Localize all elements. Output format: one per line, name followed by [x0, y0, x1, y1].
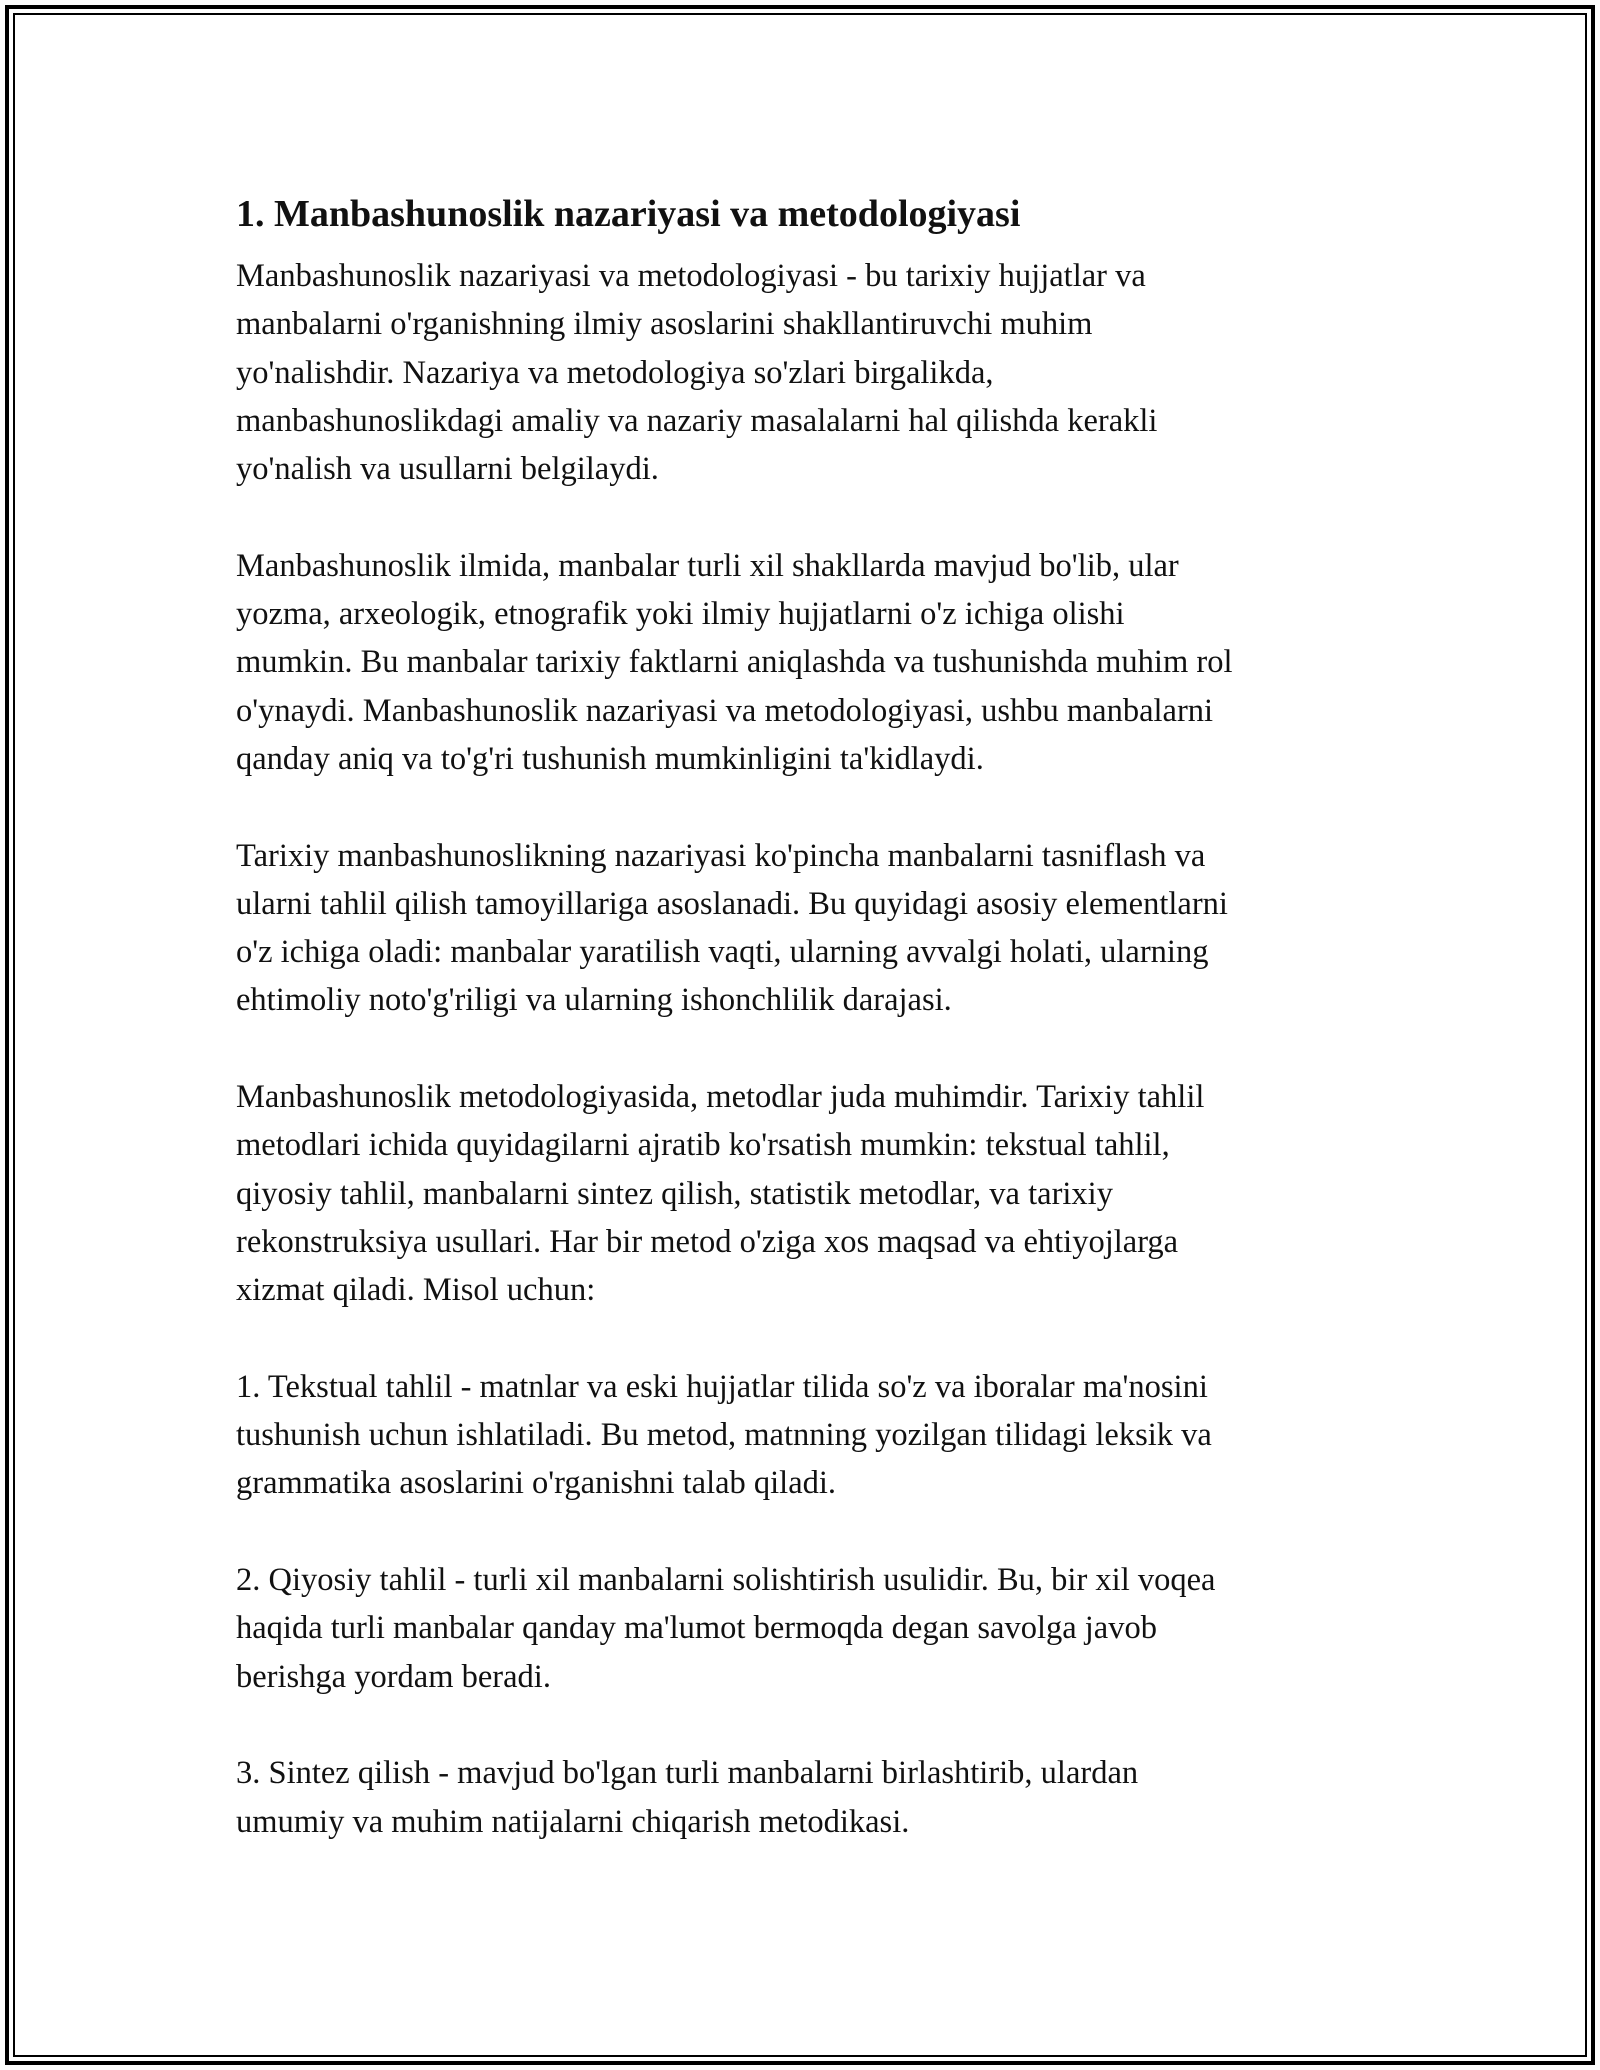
paragraph-source-types: Manbashunoslik ilmida, manbalar turli xil shakllarda mavjud bo'lib, ular yozma, arxeologik, etnografik yoki ilmiy hujjatlarni o'z ichiga olishi mumkin. Bu manbalar tarixiy faktlarni aniqlashda va tushunishda muhim rol o'ynaydi. Manbashunoslik nazariyasi va metodologiyasi, ushbu manbalarni qanday aniq va to'g'ri tushunish mumkinligini ta'kidlaydi.: [236, 547, 1233, 777]
list-item-comparative-analysis: 2. Qiyosiy tahlil - turli xil manbalarni solishtirish usulidir. Bu, bir xil voqea haqida turli manbalar qanday ma'lumot bermoqda degan savolga javob berishga yordam beradi.: [236, 1562, 1216, 1695]
list-item-textual-analysis: 1. Tekstual tahlil - matnlar va eski hujjatlar tilida so'z va iboralar ma'nosini tushunish uchun ishlatiladi. Bu metod, matnning yozilgan tilidagi leksik va grammatika asoslarini o'rganishni talab qiladi.: [236, 1368, 1212, 1502]
list-item-synthesis: 3. Sintez qilish - mavjud bo'lgan turli manbalarni birlashtirib, ulardan umumiy va muhim natijalarni chiqarish metodikasi.: [236, 1755, 1139, 1840]
paragraph-theory: Tarixiy manbashunoslikning nazariyasi ko'pincha manbalarni tasniflash va ularni tahlil qilish tamoyillariga asoslanadi. Bu quyidagi asosiy elementlarni o'z ichiga oladi: manbalar yaratilish vaqti, ularning avvalgi holati, ularning ehtimoliy noto'g'riligi va ularning ishonchlilik darajasi.: [236, 837, 1228, 1019]
section-heading: 1. Manbashunoslik nazariyasi va metodologiyasi: [236, 193, 1021, 235]
document-body: [236, 186, 1364, 1846]
paragraph-methodology: Manbashunoslik metodologiyasida, metodlar juda muhimdir. Tarixiy tahlil metodlari ichida quyidagilarni ajratib ko'rsatish mumkin: tekstual tahlil, qiyosiy tahlil, manbalarni sintez qilish, statistik metodlar, va tarixiy rekonstruksiya usullari. Har bir metod o'ziga xos maqsad va ehtiyojlarga xizmat qiladi. Misol uchun:: [236, 1079, 1205, 1309]
paragraph-intro: Manbashunoslik nazariyasi va metodologiyasi - bu tarixiy hujjatlar va manbalarni o'rganishning ilmiy asoslarini shakllantiruvchi muhim yo'nalishdir. Nazariya va metodologiya so'zlari birgalikda, manbashunoslikdagi amaliy va nazariy masalalarni hal qilishda kerakli yo'nalish va usullarni belgilaydi.: [236, 258, 1158, 488]
